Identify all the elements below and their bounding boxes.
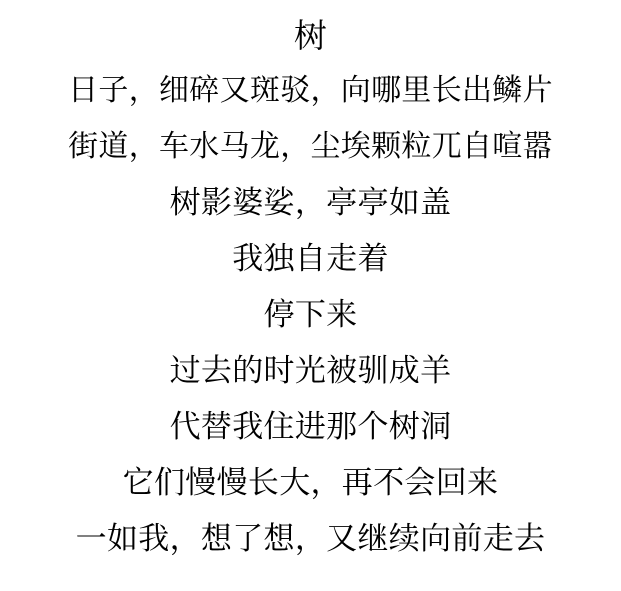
poem-line-3: 树影婆娑，亭亭如盖 — [169, 185, 452, 221]
poem-line-7: 代替我住进那个树洞 — [169, 409, 452, 445]
poem-line-4: 我独自走着 — [232, 241, 389, 277]
poem-line-1: 日子，细碎又斑驳，向哪里长出鳞片 — [68, 73, 553, 108]
poem-line-2: 街道，车水马龙，尘埃颗粒兀自喧嚣 — [68, 129, 553, 164]
poem-line-5: 停下来 — [263, 297, 358, 333]
poem-line-8: 它们慢慢长大，再不会回来 — [122, 465, 499, 501]
poem-line-6: 过去的时光被驯成羊 — [169, 353, 452, 389]
page-title: 树 — [293, 16, 328, 55]
poem-line-9: 一如我，想了想，又继续向前走去 — [75, 521, 546, 557]
